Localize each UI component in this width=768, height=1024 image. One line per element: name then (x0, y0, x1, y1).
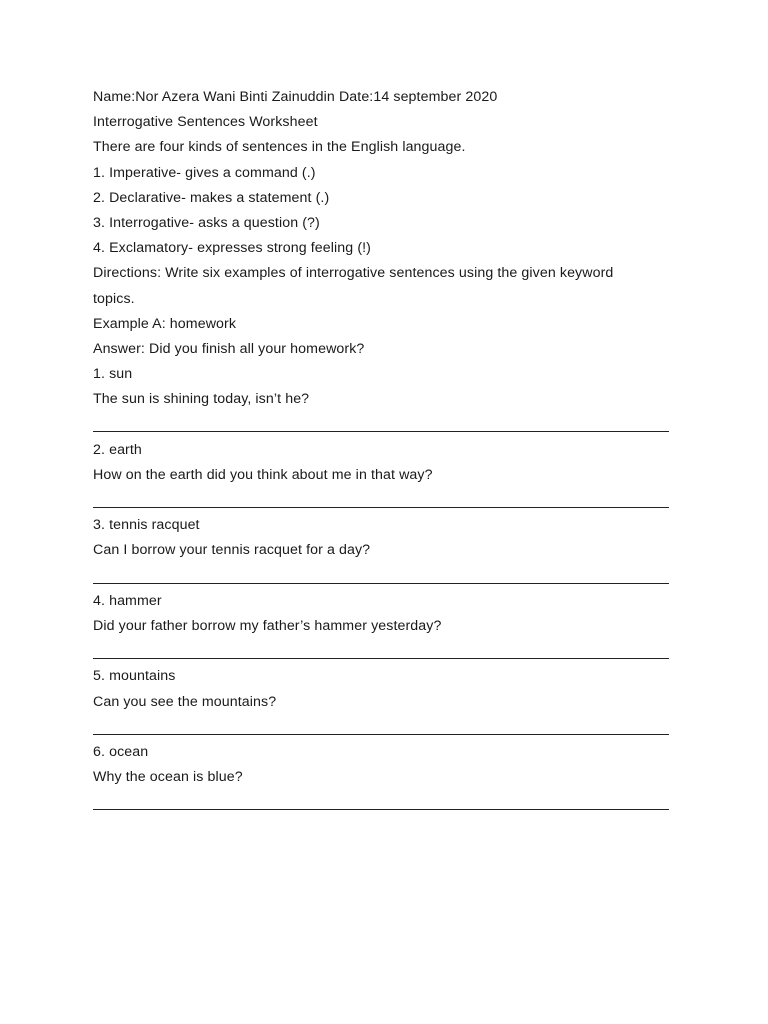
item-keyword: 1. sun (93, 366, 133, 383)
item-answer: Did your father borrow my father’s hammer yesterday? (93, 617, 442, 634)
name-date-line: Name:Nor Azera Wani Binti Zainuddin Date:14 september 2020 (93, 89, 498, 105)
underline-rule (93, 658, 669, 659)
item-answer: The sun is shining today, isn’t he? (93, 391, 310, 408)
item-keyword: 5. mountains (93, 668, 176, 685)
item-ocean (93, 740, 683, 816)
answer-blank-line (93, 564, 683, 589)
underline-rule (93, 431, 669, 432)
example-answer: Answer: Did you finish all your homework? (93, 340, 365, 357)
underline-rule (93, 583, 669, 584)
answer-blank-line (93, 715, 683, 740)
item-keyword: 4. hammer (93, 592, 162, 609)
item-answer: Can you see the mountains? (93, 693, 277, 710)
item-keyword: 6. ocean (93, 743, 149, 760)
directions-line-2: topics. (93, 290, 135, 307)
item-sun (93, 362, 683, 438)
worksheet-title: Interrogative Sentences Worksheet (93, 114, 318, 131)
kind-interrogative: 3. Interrogative- asks a question (?) (93, 214, 320, 231)
worksheet-content (93, 85, 683, 815)
kind-imperative: 1. Imperative- gives a command (.) (93, 164, 316, 181)
kind-declarative: 2. Declarative- makes a statement (.) (93, 189, 330, 206)
item-tennis-racquet (93, 513, 683, 589)
item-keyword: 3. tennis racquet (93, 517, 200, 534)
kind-exclamatory: 4. Exclamatory- expresses strong feeling (!) (93, 240, 372, 257)
underline-rule (93, 734, 669, 735)
answer-blank-line (93, 488, 683, 513)
item-answer: How on the earth did you think about me in that way? (93, 466, 433, 483)
item-earth (93, 438, 683, 514)
directions-line-1: Directions: Write six examples of interrogative sentences using the given keyword (93, 265, 614, 282)
underline-rule (93, 809, 669, 810)
item-answer: Can I borrow your tennis racquet for a day? (93, 542, 371, 559)
answer-blank-line (93, 412, 683, 437)
item-hammer (93, 589, 683, 665)
item-mountains (93, 664, 683, 740)
item-keyword: 2. earth (93, 441, 142, 458)
answer-blank-line (93, 639, 683, 664)
underline-rule (93, 507, 669, 508)
item-answer: Why the ocean is blue? (93, 769, 243, 786)
answer-blank-line (93, 790, 683, 815)
kinds-intro: There are four kinds of sentences in the English language. (93, 139, 466, 156)
example-keyword: Example A: homework (93, 315, 237, 332)
